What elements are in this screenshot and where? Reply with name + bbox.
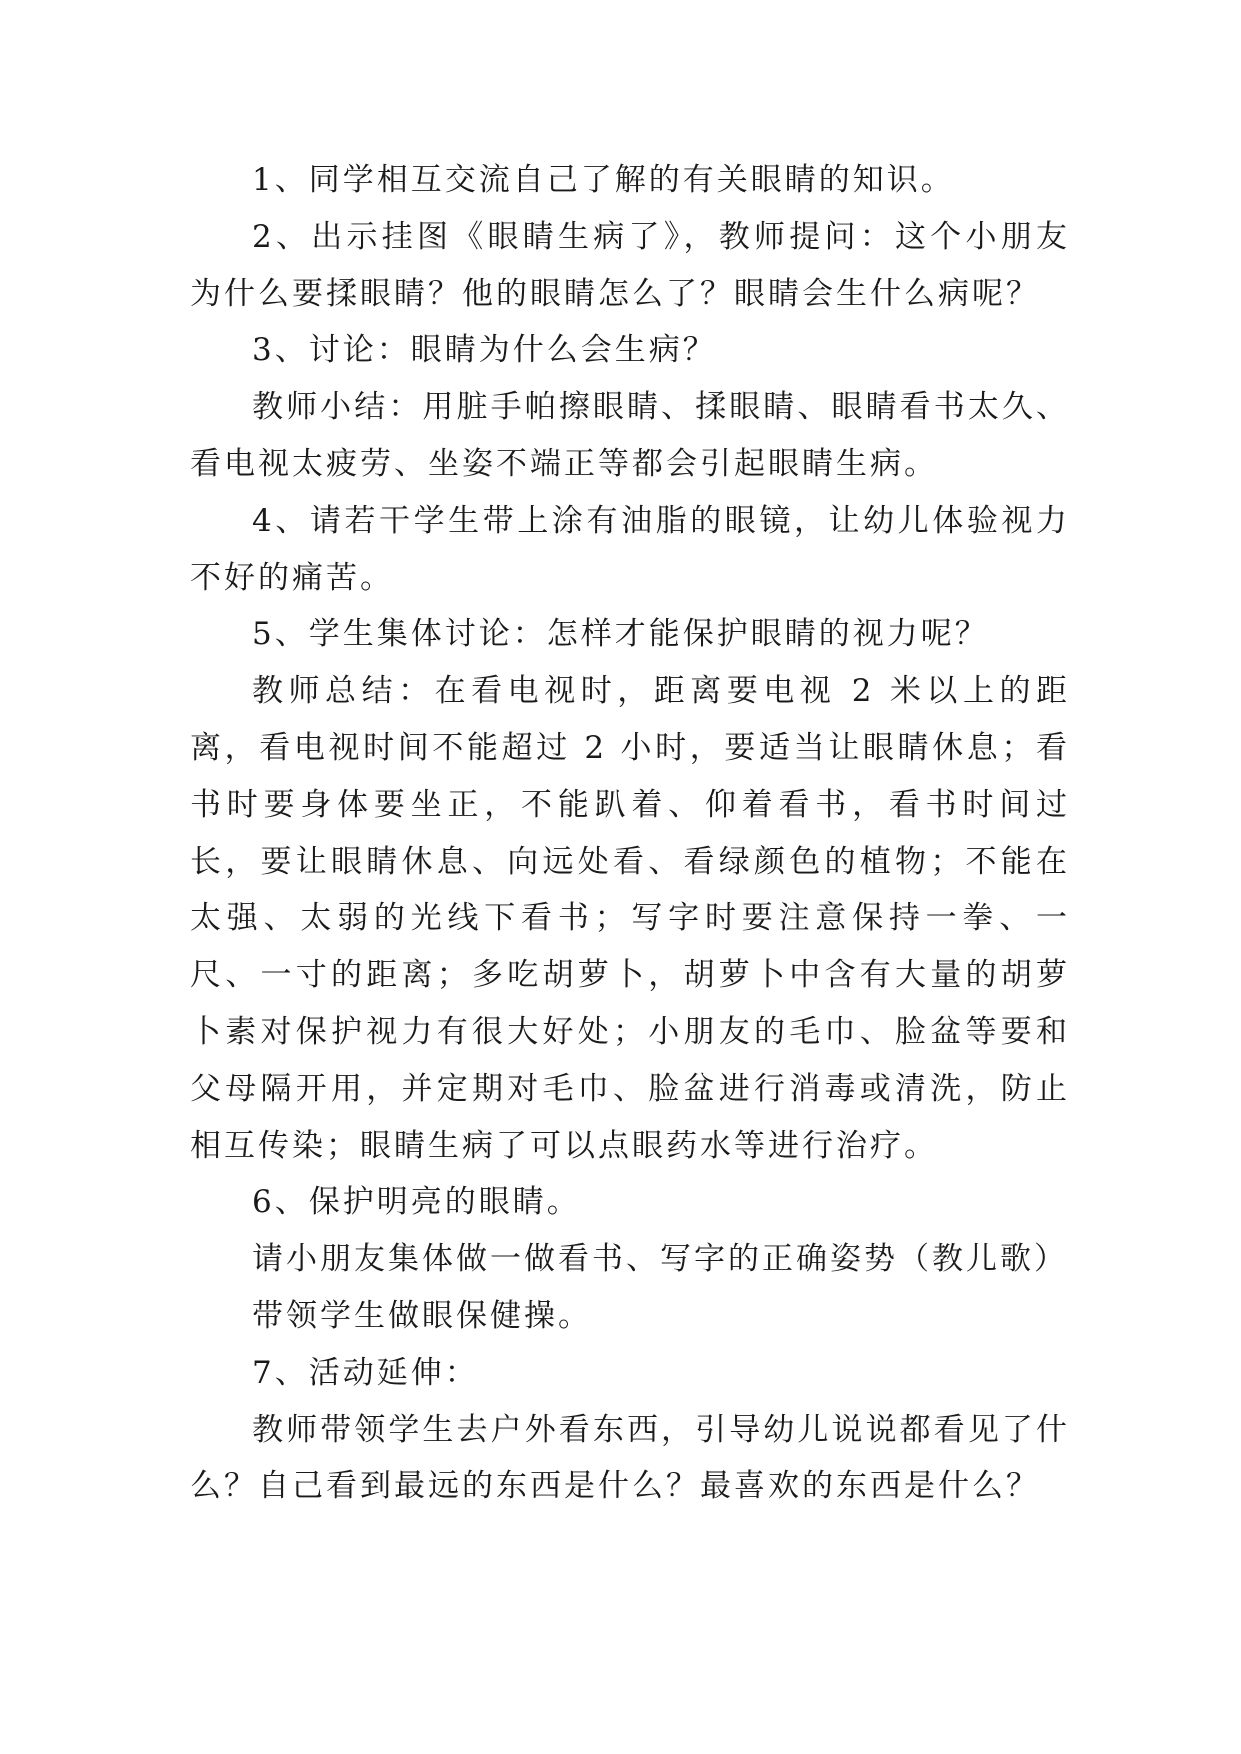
paragraph-step-4: 4、请若干学生带上涂有油脂的眼镜，让幼儿体验视力不好的痛苦。 — [190, 502, 1070, 596]
paragraph-step-2: 2、出示挂图《眼睛生病了》，教师提问：这个小朋友为什么要揉眼睛？他的眼睛怎么了？眼睛会生什么病呢？ — [190, 218, 1070, 312]
paragraph-step-1: 1、同学相互交流自己了解的有关眼睛的知识。 — [252, 162, 955, 198]
paragraph-teacher-summary-1: 教师小结：用脏手帕擦眼睛、揉眼睛、眼睛看书太久、看电视太疲劳、坐姿不端正等都会引起眼睛生病。 — [190, 389, 1070, 482]
paragraph-step-3: 3、讨论：眼睛为什么会生病？ — [252, 332, 717, 369]
paragraph-step-7: 7、活动延伸： — [252, 1354, 479, 1391]
paragraph-activity-extension: 教师带领学生去户外看东西，引导幼儿说说都看见了什么？自己看到最远的东西是什么？最喜欢的东西是什么？ — [190, 1411, 1070, 1505]
paragraph-teacher-summary-2: 教师总结：在看电视时，距离要电视 2 米以上的距离，看电视时间不能超过 2 小时，要适当让眼睛休息；看书时要身体要坐正，不能趴着、仰着看书，看书时间过长，要让眼睛休息、向远处看、看绿颜色的植物；不能在太强、太弱的光线下看书；写字时要注意保持一拳、一尺、一寸的距离；多吃胡萝卜，胡萝卜中含有大量的胡萝卜素对保护视力有很大好处；小朋友的毛巾、脸盆等要和父母隔开用，并定期对毛巾、脸盆进行消毒或清洗，防止相互传染；眼睛生病了可以点眼药水等进行治疗。 — [190, 673, 1070, 1164]
paragraph-posture-practice: 请小朋友集体做一做看书、写字的正确姿势（教儿歌） — [252, 1241, 1068, 1278]
paragraph-eye-exercise: 带领学生做眼保健操。 — [252, 1297, 592, 1334]
paragraph-step-6: 6、保护明亮的眼睛。 — [252, 1184, 581, 1221]
paragraph-step-5: 5、学生集体讨论：怎样才能保护眼睛的视力呢？ — [252, 616, 989, 653]
document-body — [190, 152, 1070, 1515]
